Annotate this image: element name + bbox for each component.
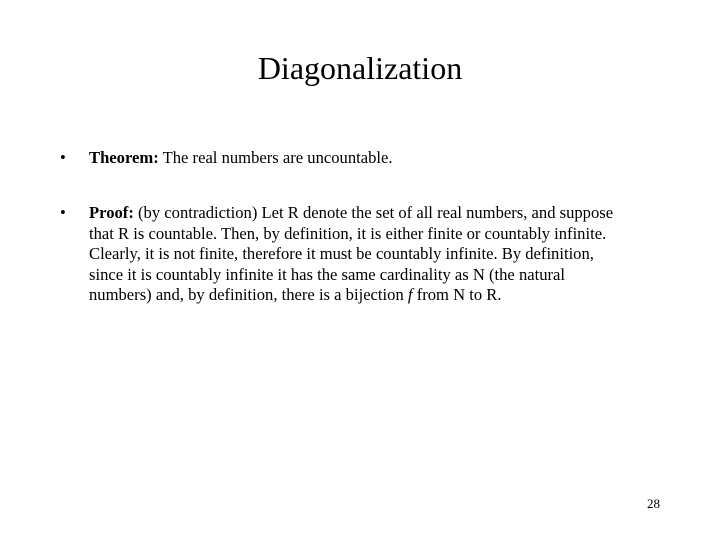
theorem-text: The real numbers are uncountable.: [162, 148, 393, 167]
proof-label: Proof:: [89, 203, 134, 222]
proof-line: that R is countable. Then, by definition, it is either finite or countably infinite.: [89, 223, 607, 243]
theorem-label: Theorem:: [89, 148, 159, 167]
bijection-symbol: f: [407, 285, 413, 304]
bullet-body: [89, 148, 664, 169]
proof-line: [89, 203, 664, 224]
bullet-marker: •: [60, 148, 66, 167]
bullet-body: [89, 203, 664, 306]
bullet-marker: •: [60, 203, 66, 222]
proof-text: numbers) and, by definition, there is a bijection: [89, 285, 404, 304]
proof-line: [89, 285, 664, 306]
bullet-line: [89, 148, 664, 169]
proof-line: Clearly, it is not finite, therefore it must be countably infinite. By definition,: [89, 244, 594, 263]
proof-text: (by contradiction) Let R denote the set of all real numbers, and suppose: [138, 203, 614, 222]
slide-title: Diagonalization: [257, 50, 463, 86]
proof-line: since it is countably infinite it has the same cardinality as N (the natural: [89, 264, 566, 284]
page-number: 28: [647, 496, 660, 511]
proof-text: from N to R.: [416, 285, 502, 304]
